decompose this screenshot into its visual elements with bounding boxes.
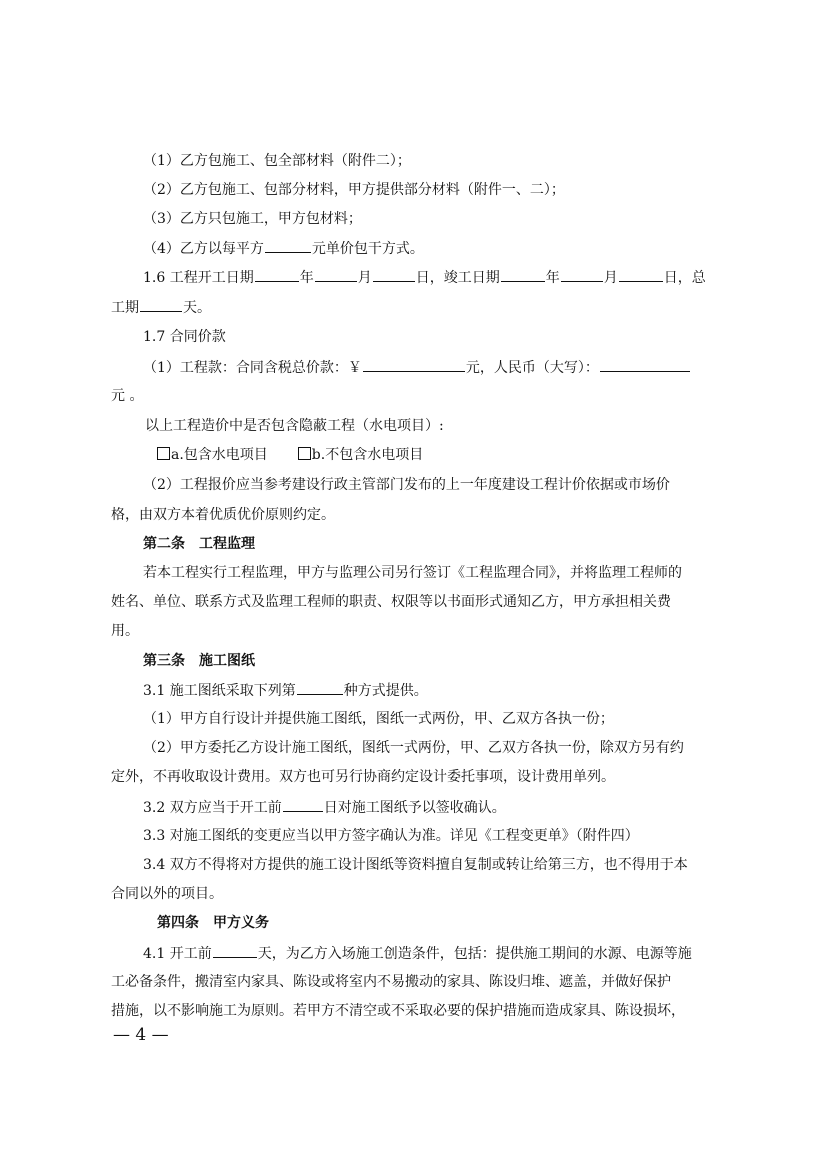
clause-3-1-option-2-line-2: 定外，不再收取设计费用。双方也可另行协商约定设计委托事项，设计费用单列。 xyxy=(111,769,615,785)
clause-3-2: 3.2 双方应当于开工前 日对施工图纸予以签收确认。 xyxy=(143,797,506,817)
article-2-para-line-2: 姓名、单位、联系方式及监理工程师的职责、权限等以书面形式通知乙方，甲方承担相关费 xyxy=(111,594,671,610)
article-3-heading: 第三条 施工图纸 xyxy=(143,653,255,669)
hidden-works-question: 以上工程造价中是否包含隐蔽工程（水电项目）: xyxy=(145,418,444,434)
price-in-words-blank[interactable] xyxy=(600,357,690,372)
end-year-blank[interactable] xyxy=(501,267,545,282)
option-b-checkbox[interactable] xyxy=(298,447,311,460)
unit-price-blank[interactable] xyxy=(265,238,311,253)
clause-1-7-item-2-line-1: （2）工程报价应当参考建设行政主管部门发布的上一年度建设工程计价依据或市场价 xyxy=(143,477,670,493)
clause-3-4-line-1: 3.4 双方不得将对方提供的施工设计图纸等资料擅自复制或转让给第三方，也不得用于本 xyxy=(143,857,688,873)
clause-1-7-price-line-1: （1）工程款：合同含税总价款：￥ 元，人民币（大写）： xyxy=(143,357,691,377)
clause-3-1-option-1: （1）甲方自行设计并提供施工图纸，图纸一式两份，甲、乙双方各执一份； xyxy=(143,711,614,727)
article-2-heading: 第二条 工程监理 xyxy=(143,536,255,552)
clause-3-1-option-2-line-1: （2）甲方委托乙方设计施工图纸，图纸一式两份，甲、乙双方各执一份，除双方另有约 xyxy=(143,740,684,756)
clause-4-1-line-3: 措施，以不影响施工为原则。若甲方不清空或不采取必要的保护措施而造成家具、陈设损坏， xyxy=(111,1003,685,1019)
end-day-blank[interactable] xyxy=(619,267,663,282)
hidden-works-options: a.包含水电项目 b.不包含水电项目 xyxy=(157,445,423,465)
signoff-days-blank[interactable] xyxy=(283,797,323,812)
clause-1-5-option-2: （2）乙方包施工、包部分材料，甲方提供部分材料（附件一、二）； xyxy=(143,182,565,198)
end-month-blank[interactable] xyxy=(561,267,603,282)
duration-days-blank[interactable] xyxy=(140,297,182,312)
clause-3-1: 3.1 施工图纸采取下列第 种方式提供。 xyxy=(143,680,428,700)
page-number: — 4 — xyxy=(113,1025,169,1045)
start-month-blank[interactable] xyxy=(315,267,357,282)
clause-1-5-option-3: （3）乙方只包施工，甲方包材料； xyxy=(143,211,362,227)
start-year-blank[interactable] xyxy=(255,267,299,282)
option-a-checkbox[interactable] xyxy=(157,447,170,460)
clause-1-7-price-line-2: 元 。 xyxy=(111,388,144,404)
clause-4-1-line-1: 4.1 开工前 天，为乙方入场施工创造条件，包括：提供施工期间的水源、电源等施 xyxy=(143,943,692,963)
clause-3-3: 3.3 对施工图纸的变更应当以甲方签字确认为准。详见《工程变更单》（附件四） xyxy=(143,828,639,844)
clause-4-1-line-2: 工必备条件，搬清室内家具、陈设或将室内不易搬动的家具、陈设归堆、遮盖，并做好保护 xyxy=(111,974,671,990)
clause-1-6-line-2: 工期 天。 xyxy=(111,297,211,317)
clause-1-5-option-4: （4）乙方以每平方 元单价包干方式。 xyxy=(143,238,424,258)
start-day-blank[interactable] xyxy=(373,267,415,282)
prep-days-blank[interactable] xyxy=(213,943,257,958)
clause-1-7-heading: 1.7 合同价款 xyxy=(143,329,226,345)
clause-3-4-line-2: 合同以外的项目。 xyxy=(111,886,223,902)
clause-1-7-item-2-line-2: 格，由双方本着优质优价原则约定。 xyxy=(111,507,335,523)
article-4-heading: 第四条 甲方义务 xyxy=(157,915,269,931)
article-2-para-line-1: 若本工程实行工程监理，甲方与监理公司另行签订《工程监理合同》，并将监理工程师的 xyxy=(143,565,682,581)
drawing-method-blank[interactable] xyxy=(297,680,343,695)
clause-1-5-option-1: （1）乙方包施工、包全部材料（附件二）； xyxy=(143,153,411,169)
total-price-blank[interactable] xyxy=(363,357,465,372)
clause-1-6-line-1: 1.6 工程开工日期 年 月 日，竣工日期 年 月 日，总 xyxy=(143,267,706,287)
article-2-para-line-3: 用。 xyxy=(111,623,139,639)
